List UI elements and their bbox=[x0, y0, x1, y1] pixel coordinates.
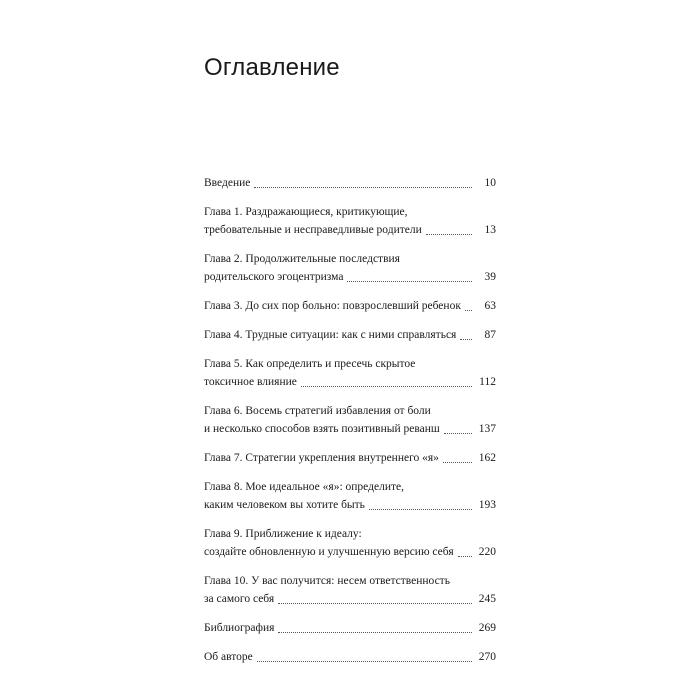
toc-entry-title: Глава 7. Стратегии укрепления внутреннего «я» bbox=[204, 452, 439, 464]
toc-entry-chapter-4[interactable] bbox=[204, 326, 496, 344]
toc-entry-chapter-7[interactable] bbox=[204, 449, 496, 467]
page-title: Оглавление bbox=[204, 54, 340, 81]
dot-leader bbox=[301, 386, 472, 387]
dot-leader bbox=[347, 281, 472, 282]
toc-entry-title: токсичное влияние bbox=[204, 376, 297, 388]
dot-leader bbox=[254, 187, 472, 188]
toc-entry-title: Глава 4. Трудные ситуации: как с ними справляться bbox=[204, 329, 457, 341]
toc-entry-chapter-9[interactable] bbox=[204, 525, 496, 561]
toc-entry-introduction[interactable] bbox=[204, 174, 496, 192]
table-of-contents bbox=[204, 174, 496, 677]
toc-entry-title: родительского эгоцентризма bbox=[204, 271, 344, 283]
toc-entry-chapter-1[interactable] bbox=[204, 203, 496, 239]
toc-entry-chapter-6[interactable] bbox=[204, 402, 496, 438]
toc-page-number: 269 bbox=[478, 622, 496, 634]
toc-entry-title: Об авторе bbox=[204, 651, 253, 663]
dot-leader bbox=[369, 509, 472, 510]
dot-leader bbox=[426, 234, 472, 235]
toc-entry-chapter-10[interactable] bbox=[204, 572, 496, 608]
toc-entry-title-line: Глава 10. У вас получится: несем ответственность bbox=[204, 575, 450, 587]
toc-entry-title: Библиография bbox=[204, 622, 275, 634]
toc-entry-chapter-5[interactable] bbox=[204, 355, 496, 391]
toc-entry-title-line: Глава 6. Восемь стратегий избавления от боли bbox=[204, 405, 431, 417]
dot-leader bbox=[278, 632, 472, 633]
dot-leader bbox=[444, 433, 472, 434]
toc-page-number: 39 bbox=[484, 271, 496, 283]
dot-leader bbox=[257, 661, 472, 662]
toc-page-number: 63 bbox=[484, 300, 496, 312]
dot-leader bbox=[460, 339, 472, 340]
toc-entry-title-line: Глава 9. Приближение к идеалу: bbox=[204, 528, 362, 540]
toc-page-number: 193 bbox=[478, 499, 496, 511]
toc-page-number: 245 bbox=[478, 593, 496, 605]
toc-entry-title-line: Глава 5. Как определить и пресечь скрытое bbox=[204, 358, 416, 370]
toc-entry-title: каким человеком вы хотите быть bbox=[204, 499, 365, 511]
toc-entry-title: требовательные и несправедливые родители bbox=[204, 224, 422, 236]
toc-entry-title-line: Глава 8. Мое идеальное «я»: определите, bbox=[204, 481, 404, 493]
toc-entry-title: создайте обновленную и улучшенную версию себя bbox=[204, 546, 454, 558]
toc-entry-title: за самого себя bbox=[204, 593, 275, 605]
dot-leader bbox=[465, 310, 472, 311]
toc-page-number: 13 bbox=[484, 224, 496, 236]
toc-entry-title: и несколько способов взять позитивный реванш bbox=[204, 423, 440, 435]
toc-entry-title: Введение bbox=[204, 177, 251, 189]
toc-entry-title-line: Глава 1. Раздражающиеся, критикующие, bbox=[204, 206, 408, 218]
toc-page-number: 270 bbox=[478, 651, 496, 663]
toc-entry-about-author[interactable] bbox=[204, 648, 496, 666]
toc-entry-bibliography[interactable] bbox=[204, 619, 496, 637]
dot-leader bbox=[443, 462, 472, 463]
toc-entry-chapter-3[interactable] bbox=[204, 297, 496, 315]
toc-page-number: 87 bbox=[484, 329, 496, 341]
toc-page-number: 112 bbox=[479, 376, 496, 388]
toc-entry-title-line: Глава 2. Продолжительные последствия bbox=[204, 253, 400, 265]
toc-entry-chapter-8[interactable] bbox=[204, 478, 496, 514]
toc-entry-title: Глава 3. До сих пор больно: повзрослевший ребенок bbox=[204, 300, 461, 312]
dot-leader bbox=[458, 556, 472, 557]
toc-entry-chapter-2[interactable] bbox=[204, 250, 496, 286]
toc-page-number: 162 bbox=[478, 452, 496, 464]
toc-page-number: 137 bbox=[478, 423, 496, 435]
toc-page-number: 10 bbox=[484, 177, 496, 189]
toc-page-number: 220 bbox=[478, 546, 496, 558]
dot-leader bbox=[278, 603, 472, 604]
